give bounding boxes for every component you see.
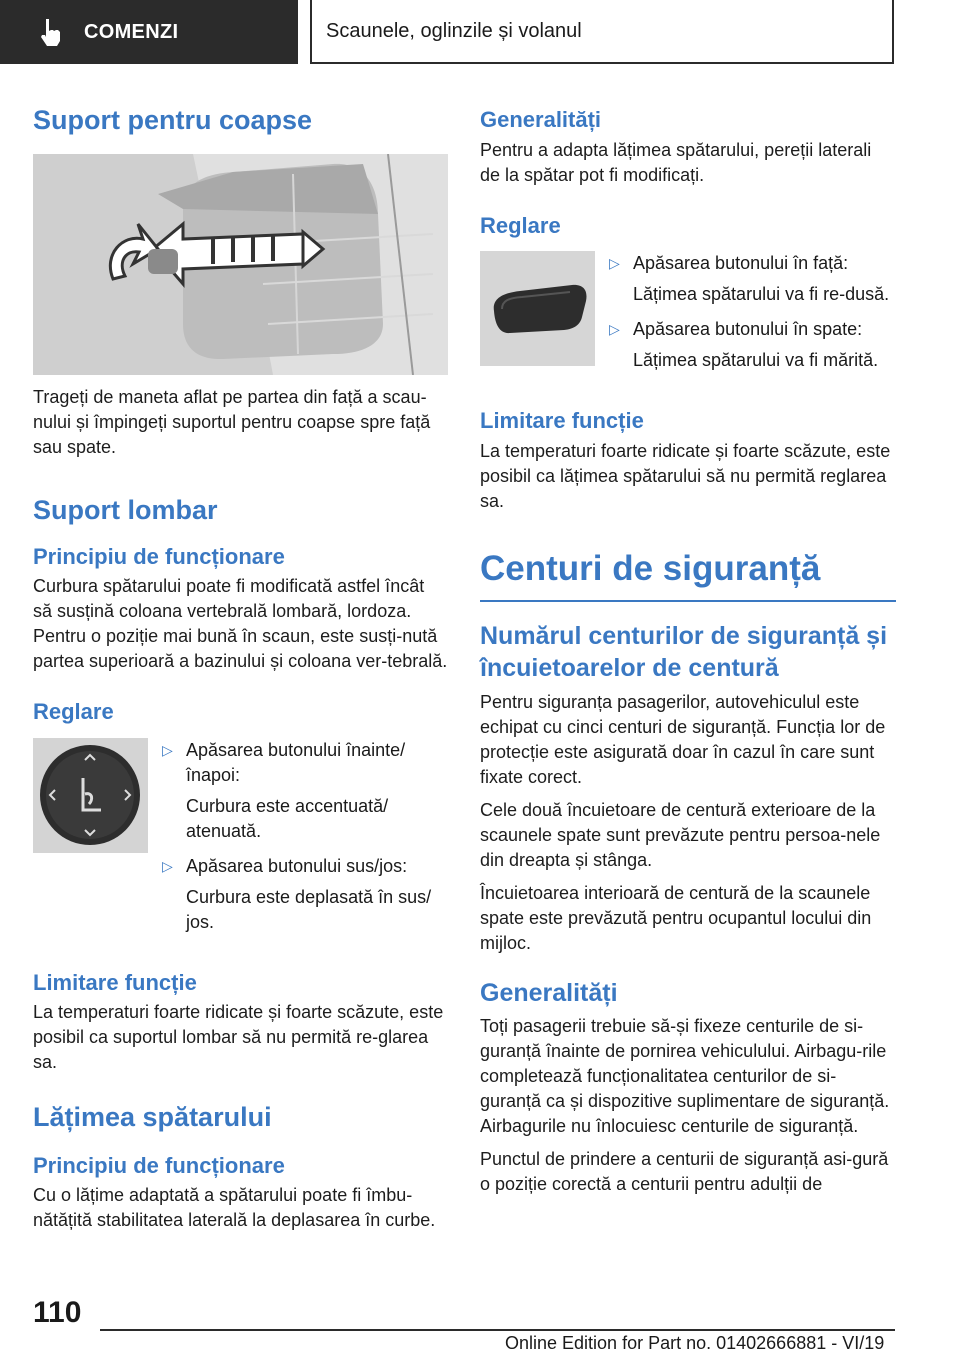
width-limit-title: Limitare funcție (480, 408, 644, 433)
list-item-result: Lățimea spătarului va fi mărită. (633, 350, 879, 370)
lumbar-adjust-title: Reglare (33, 699, 114, 725)
list-item: ▷ Apăsarea butonului sus/jos: (162, 854, 448, 879)
triangle-bullet-icon: ▷ (609, 321, 620, 337)
list-item-result: Curbura este deplasată în sus/ jos. (186, 886, 432, 932)
edition-text: Online Edition for Part no. 01402666881 - VI/19 (505, 1333, 885, 1353)
width-adjust-title: Reglare (480, 212, 561, 238)
lumbar-limit-text: La temperaturi foarte ridicate și foarte scăzute, este posibil ca suportul lombar să nu permită re-glarea sa. (33, 1002, 444, 1073)
thigh-support-illustration (33, 154, 448, 375)
backrest-width-title: Lățimea spătarului (33, 1102, 272, 1133)
left-column (33, 96, 448, 1233)
lumbar-principle-text: Curbura spătarului poate fi modificată astfel încât să susțină coloana vertebrală lombară, lordoza. Pentru o poziție mai bună în scaun, este susți-nută partea superioară a bazinului și coloana ver-tebrală. (33, 576, 448, 672)
footer-divider (100, 1329, 895, 1331)
general2-title: Generalități (480, 978, 618, 1007)
right-column (480, 96, 896, 1197)
hand-pointer-icon (30, 17, 70, 47)
width-principle-title: Principiu de funcționare (33, 1152, 285, 1178)
tab-label: COMENZI (84, 20, 179, 43)
section-title: Scaunele, oglinzile și volanul (326, 19, 582, 42)
thigh-support-title: Suport pentru coapse (33, 105, 313, 135)
triangle-bullet-icon: ▷ (162, 857, 173, 874)
list-item: ▷ Apăsarea butonului înainte/ înapoi: (162, 738, 448, 788)
lumbar-support-title: Suport lombar (33, 495, 218, 526)
triangle-bullet-icon: ▷ (609, 255, 620, 271)
triangle-bullet-icon: ▷ (162, 741, 173, 758)
list-item: ▷ Apăsarea butonului în spate: (609, 317, 896, 342)
width-adjust-block (480, 251, 896, 373)
lumbar-adjust-block (33, 738, 448, 935)
lumbar-adjust-list (162, 738, 448, 935)
width-control-image (480, 251, 595, 366)
belt-count-p1: Pentru siguranța pasagerilor, autovehiculul este echipat cu cinci centuri de siguranță. Funcția lor de protecție este asigurată doar în cazul în care sunt fixate corect. (480, 691, 886, 787)
general-text: Pentru a adapta lățimea spătarului, pereții laterali de la spătar pot fi modificați. (480, 139, 872, 185)
seat-belts-title: Centuri de siguranță (480, 548, 821, 588)
list-item-result: Lățimea spătarului va fi re-dusă. (633, 284, 890, 304)
belt-count-title: Numărul centurilor de siguranță și încuietoarelor de centură (480, 621, 888, 682)
page-number: 110 (33, 1296, 82, 1329)
width-adjust-list (609, 251, 896, 373)
title-divider (480, 600, 896, 602)
list-item-result: Curbura este accentuată/ atenuată. (186, 795, 389, 841)
width-principle-text: Cu o lățime adaptată a spătarului poate fi îmbu-nătățită stabilitatea laterală la deplasarea în curbe. (33, 1185, 436, 1231)
lumbar-limit-title: Limitare funcție (33, 969, 197, 995)
general-title: Generalități (480, 107, 602, 132)
tab-section[interactable] (310, 0, 894, 64)
tab-comenzi[interactable] (0, 0, 298, 64)
list-item: ▷ Apăsarea butonului în față: (609, 251, 896, 276)
lumbar-control-image (33, 738, 148, 853)
belt-count-p2: Cele două încuietoare de centură exterioare de la scaunele spate sunt prevăzute pentru persoa-nele din dreapta și stânga. (480, 799, 881, 870)
page-header (0, 0, 960, 66)
thigh-support-text: Trageți de maneta aflat pe partea din față a scau-nului și împingeți suportul pentru coapse spre față sau spate. (33, 387, 431, 458)
belt-count-p3: Încuietoarea interioară de centură de la scaunele spate este prevăzută pentru ocupantul locului din mijloc. (480, 882, 872, 953)
general2-p1: Toți pasagerii trebuie să-și fixeze centurile de si-guranță înainte de pornirea vehiculului. Airbagu-rile completează funcționalitatea centurilor de si-guranță ca și dispozitive suplimentare de siguranță. Airbagurile nu înlocuiesc centurile de siguranță. (480, 1015, 890, 1136)
width-limit-text: La temperaturi foarte ridicate și foarte scăzute, este posibil ca lățimea spătarului să nu permită reglarea sa. (480, 440, 891, 511)
lumbar-principle-title: Principiu de funcționare (33, 543, 285, 569)
general2-p2: Punctul de prindere a centurii de siguranță asi-gură o poziție corectă a centurii pentru adulții de (480, 1148, 889, 1194)
